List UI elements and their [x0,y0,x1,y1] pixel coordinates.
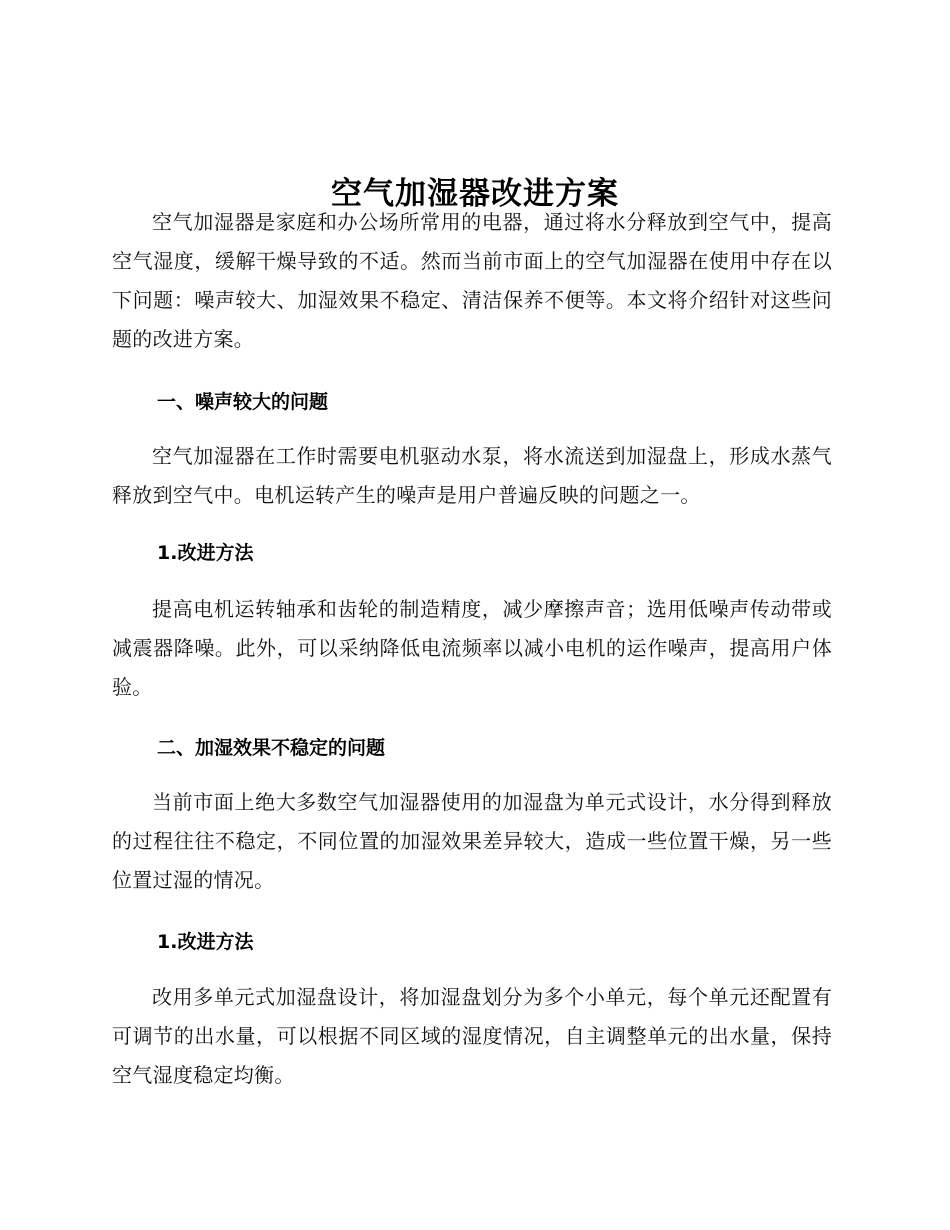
section-1-sub-body: 提高电机运转轴承和齿轮的制造精度，减少摩擦声音；选用低噪声传动带或减震器降噪。此外，可以采纳降低电流频率以减小电机的运作噪声，提高用户体验。 [112,597,832,699]
section-1-body: 空气加湿器在工作时需要电机驱动水泵，将水流送到加湿盘上，形成水蒸气释放到空气中。电机运转产生的噪声是用户普遍反映的问题之一。 [112,444,832,507]
document-title: 空气加湿器改进方案 [331,175,619,212]
section-2-subheading: 1.改进方法 [157,931,254,953]
section-2-body: 当前市面上绝大多数空气加湿器使用的加湿盘为单元式设计，水分得到释放的过程往往不稳定，不同位置的加湿效果差异较大，造成一些位置干燥，另一些位置过湿的情况。 [112,790,832,892]
section-2-heading: 二、加湿效果不稳定的问题 [157,737,386,759]
section-2-sub-body: 改用多单元式加湿盘设计，将加湿盘划分为多个小单元，每个单元还配置有可调节的出水量，可以根据不同区域的湿度情况，自主调整单元的出水量，保持空气湿度稳定均衡。 [112,985,832,1087]
section-1-heading: 一、噪声较大的问题 [157,391,329,413]
intro-paragraph: 空气加湿器是家庭和办公场所常用的电器，通过将水分释放到空气中，提高空气湿度，缓解干燥导致的不适。然而当前市面上的空气加湿器在使用中存在以下问题：噪声较大、加湿效果不稳定、清洁保养不便等。本文将介绍针对这些问题的改进方案。 [112,210,832,351]
section-1-subheading: 1.改进方法 [157,542,254,564]
